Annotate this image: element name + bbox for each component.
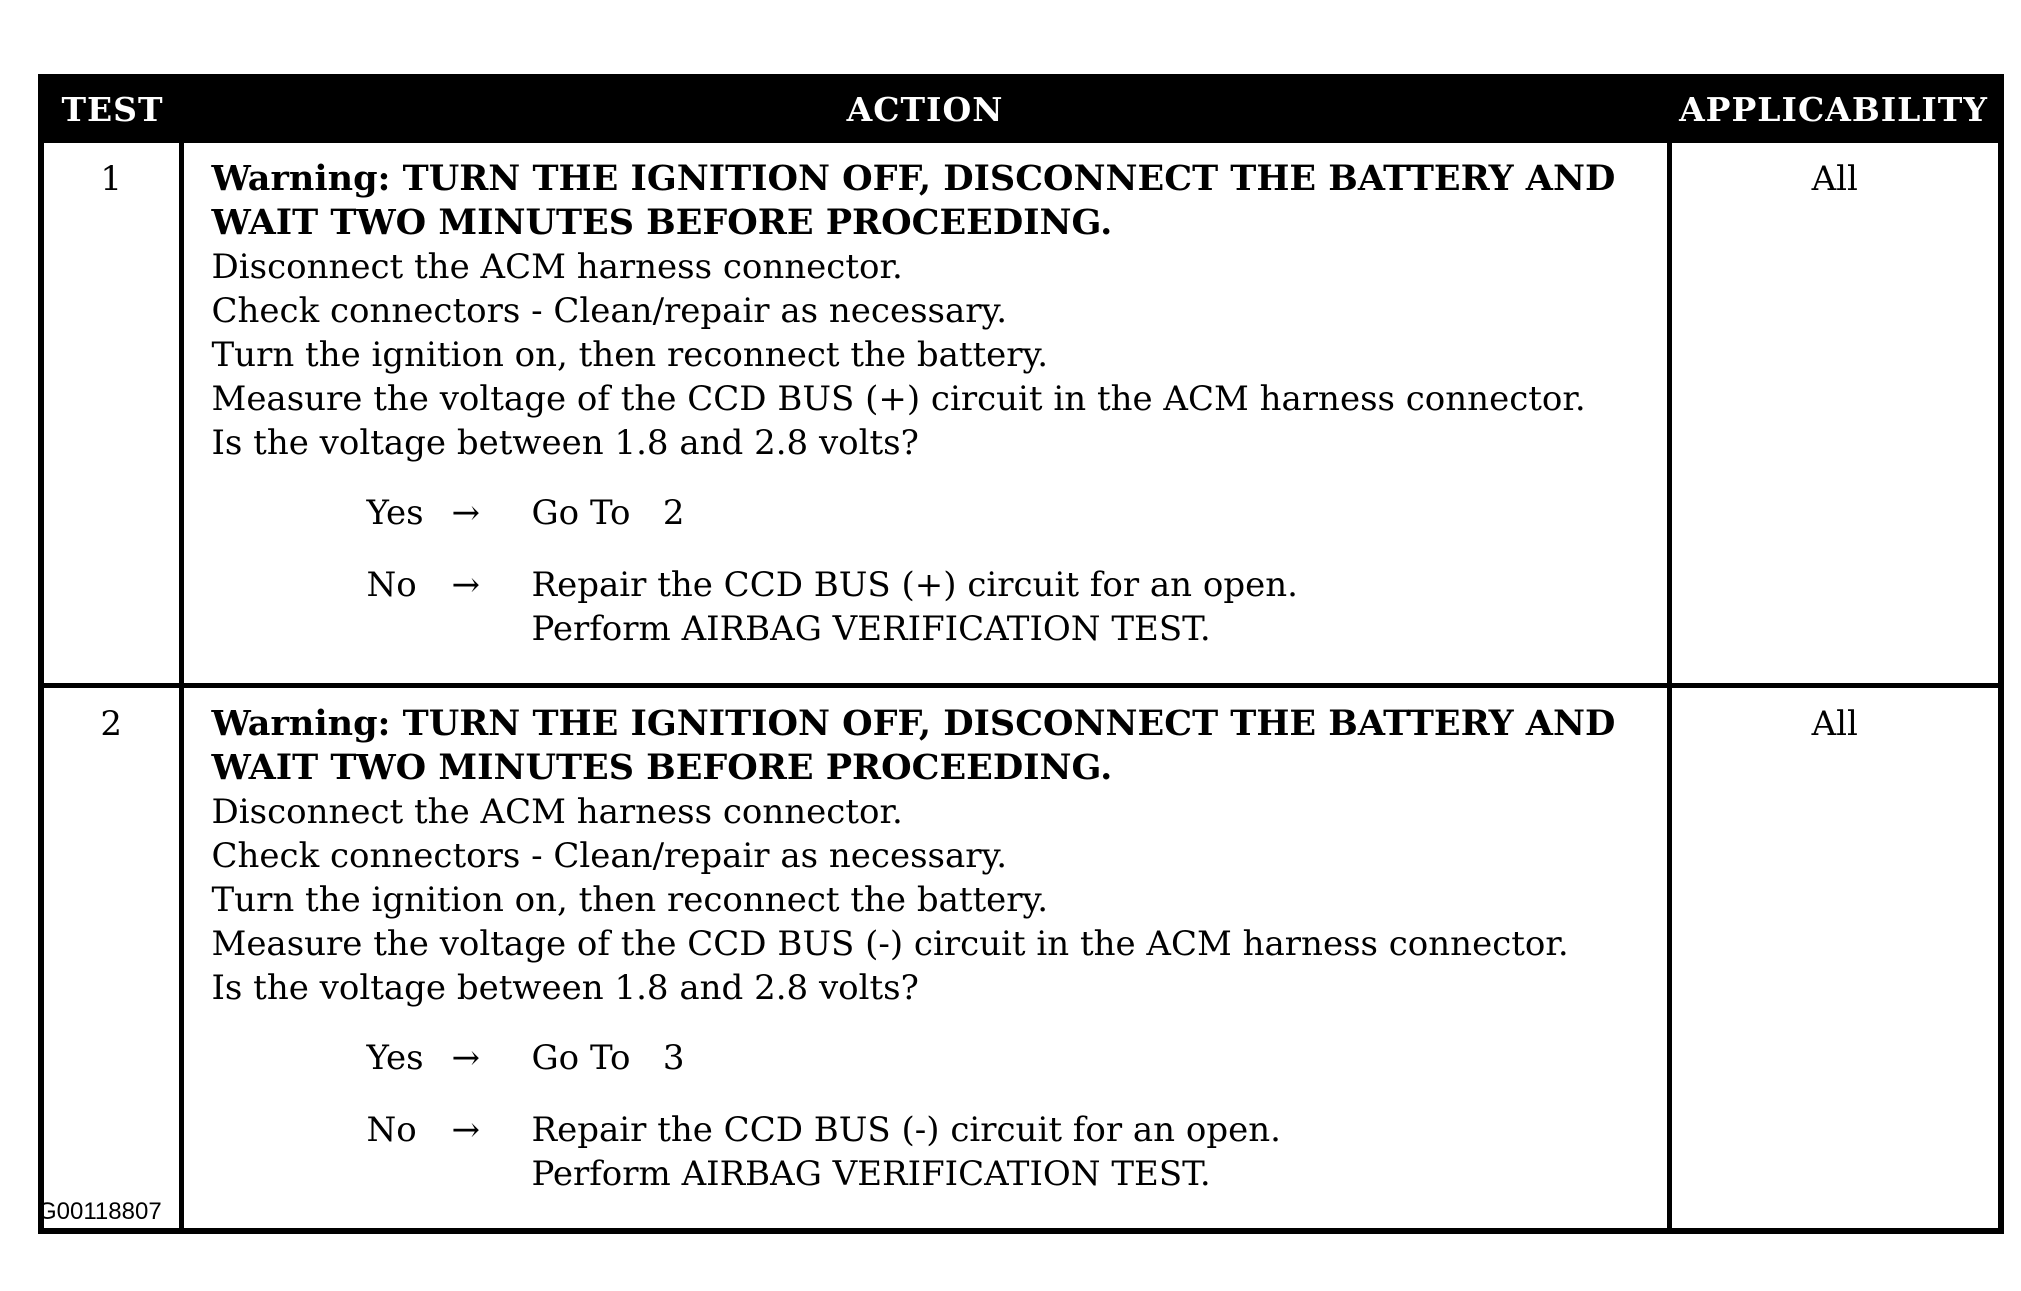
action-step: Turn the ignition on, then reconnect the battery.: [211, 335, 1049, 375]
applicability-value: All: [1669, 686, 2001, 1232]
no-label: No: [366, 1110, 417, 1150]
table-row: [41, 686, 2001, 1232]
action-step: Measure the voltage of the CCD BUS (-) circuit in the ACM harness connector.: [211, 924, 1569, 964]
action-step: Disconnect the ACM harness connector.: [211, 792, 903, 832]
warning-text: Warning: TURN THE IGNITION OFF, DISCONNECT THE BATTERY AND WAIT TWO MINUTES BEFORE PROCEEDING.: [211, 703, 1616, 788]
yes-action: Go To 2: [531, 493, 685, 533]
yes-result: [367, 491, 1647, 535]
no-action-line: Repair the CCD BUS (+) circuit for an open.: [531, 565, 1298, 605]
action-step: Measure the voltage of the CCD BUS (+) circuit in the ACM harness connector.: [211, 379, 1586, 419]
no-action: [532, 1108, 1281, 1196]
no-action: [532, 563, 1298, 651]
action-cell: [181, 686, 1669, 1232]
header-applicability: APPLICABILITY: [1669, 77, 2001, 141]
no-result: [367, 1108, 1647, 1196]
diagnostic-test-table: [38, 74, 2004, 1234]
figure-id: G00118807: [38, 1198, 162, 1225]
yes-label: Yes: [366, 1038, 424, 1078]
no-action-line: Perform AIRBAG VERIFICATION TEST.: [531, 609, 1211, 649]
test-number: 2: [41, 686, 181, 1232]
warning-text: Warning: TURN THE IGNITION OFF, DISCONNECT THE BATTERY AND WAIT TWO MINUTES BEFORE PROCEEDING.: [211, 158, 1616, 243]
header-test: TEST: [41, 77, 181, 141]
action-step: Turn the ignition on, then reconnect the battery.: [211, 880, 1049, 920]
header-action: ACTION: [181, 77, 1669, 141]
table-row: [41, 141, 2001, 686]
yes-action: Go To 3: [531, 1038, 685, 1078]
action-step: Is the voltage between 1.8 and 2.8 volts?: [211, 423, 919, 463]
no-action-line: Perform AIRBAG VERIFICATION TEST.: [531, 1154, 1211, 1194]
no-label: No: [366, 565, 417, 605]
right-arrow-icon: →: [451, 1038, 480, 1078]
no-action-line: Repair the CCD BUS (-) circuit for an open.: [531, 1110, 1281, 1150]
test-number: 1: [41, 141, 181, 686]
applicability-value: All: [1669, 141, 2001, 686]
yes-result: [367, 1036, 1647, 1080]
right-arrow-icon: →: [451, 565, 480, 605]
yes-label: Yes: [366, 493, 424, 533]
action-step: Check connectors - Clean/repair as necessary.: [211, 291, 1007, 331]
right-arrow-icon: →: [451, 493, 480, 533]
action-step: Is the voltage between 1.8 and 2.8 volts?: [211, 968, 919, 1008]
no-result: [367, 563, 1647, 651]
action-step: Disconnect the ACM harness connector.: [211, 247, 903, 287]
action-cell: [181, 141, 1669, 686]
action-step: Check connectors - Clean/repair as necessary.: [211, 836, 1007, 876]
right-arrow-icon: →: [451, 1110, 480, 1150]
header-row: [41, 77, 2001, 141]
